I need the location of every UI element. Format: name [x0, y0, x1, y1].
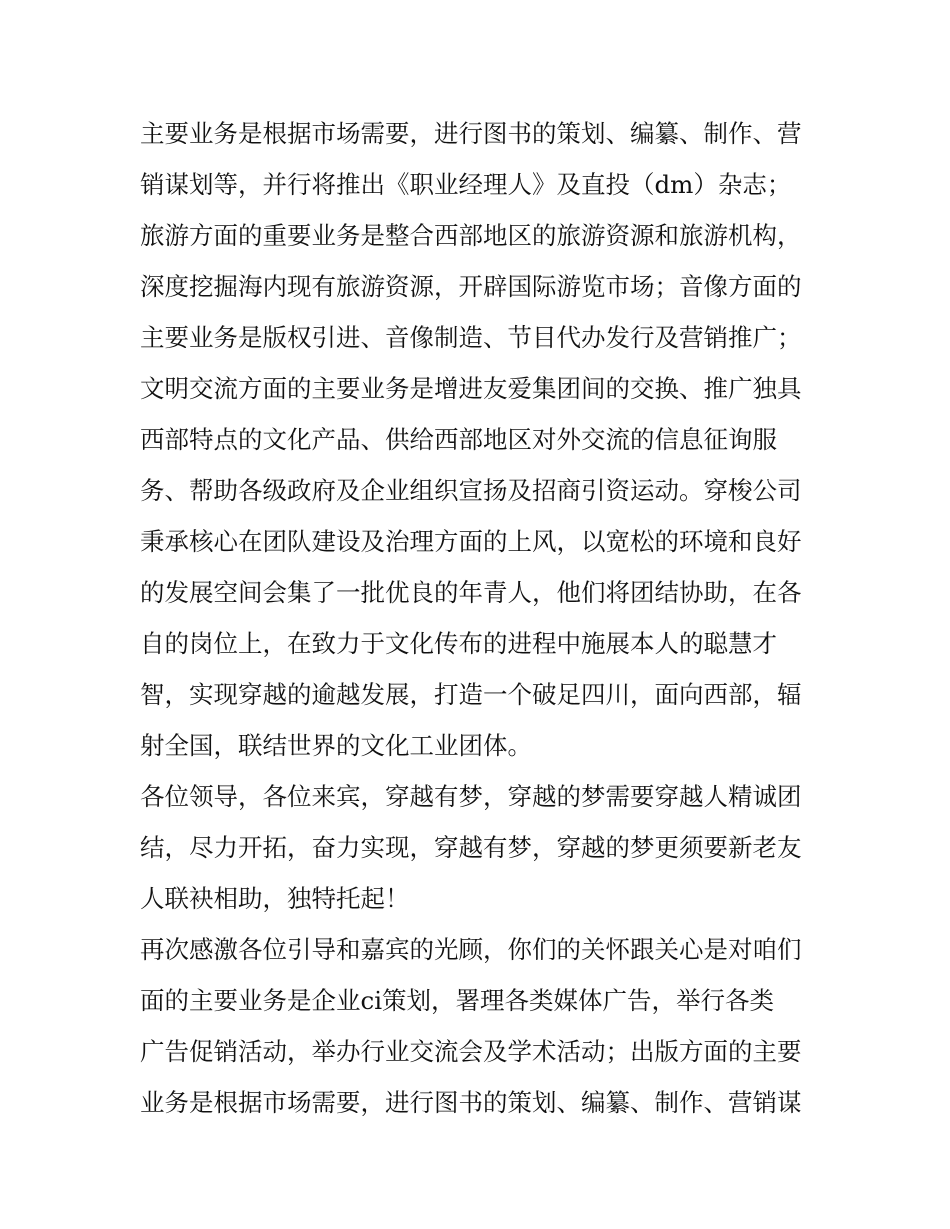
text-line: 智，实现穿越的逾越发展，打造一个破足四川，面向西部，辐 [140, 680, 802, 709]
text-line: 广告促销活动，举办行业交流会及学术活动；出版方面的主要 [140, 1037, 802, 1066]
text-line: 自的岗位上，在致力于文化传布的进程中施展本人的聪慧才 [140, 629, 777, 658]
text-line: 业务是根据市场需要，进行图书的策划、编纂、制作、营销谋 [140, 1088, 802, 1117]
text-line: 销谋划等，并行将推出《职业经理人》及直投（dm）杂志； [140, 170, 792, 199]
text-line: 旅游方面的重要业务是整合西部地区的旅游资源和旅游机构， [140, 221, 802, 250]
text-line: 西部特点的文化产品、供给西部地区对外交流的信息征询服 [140, 425, 777, 454]
text-line: 主要业务是版权引进、音像制造、节目代办发行及营销推广； [140, 323, 802, 352]
text-line: 结，尽力开拓，奋力实现，穿越有梦，穿越的梦更须要新老友 [140, 833, 802, 862]
text-line: 各位领导，各位来宾，穿越有梦，穿越的梦需要穿越人精诚团 [140, 782, 802, 811]
text-line: 秉承核心在团队建设及治理方面的上风，以宽松的环境和良好 [140, 527, 802, 556]
text-line: 深度挖掘海内现有旅游资源，开辟国际游览市场；音像方面的 [140, 272, 802, 301]
text-line: 务、帮助各级政府及企业组织宣扬及招商引资运动。穿梭公司 [140, 476, 802, 505]
text-line: 面的主要业务是企业ci策划，署理各类媒体广告，举行各类 [140, 986, 775, 1015]
text-line: 主要业务是根据市场需要，进行图书的策划、编纂、制作、营 [140, 119, 802, 148]
text-line: 的发展空间会集了一批优良的年青人，他们将团结协助，在各 [140, 578, 802, 607]
text-line: 人联袂相助，独特托起！ [140, 884, 410, 913]
body-text [140, 108, 830, 1128]
text-line: 再次感激各位引导和嘉宾的光顾，你们的关怀跟关心是对咱们 [140, 935, 802, 964]
text-line: 文明交流方面的主要业务是增进友爱集团间的交换、推广独具 [140, 374, 802, 403]
text-line: 射全国，联结世界的文化工业团体。 [140, 731, 532, 760]
